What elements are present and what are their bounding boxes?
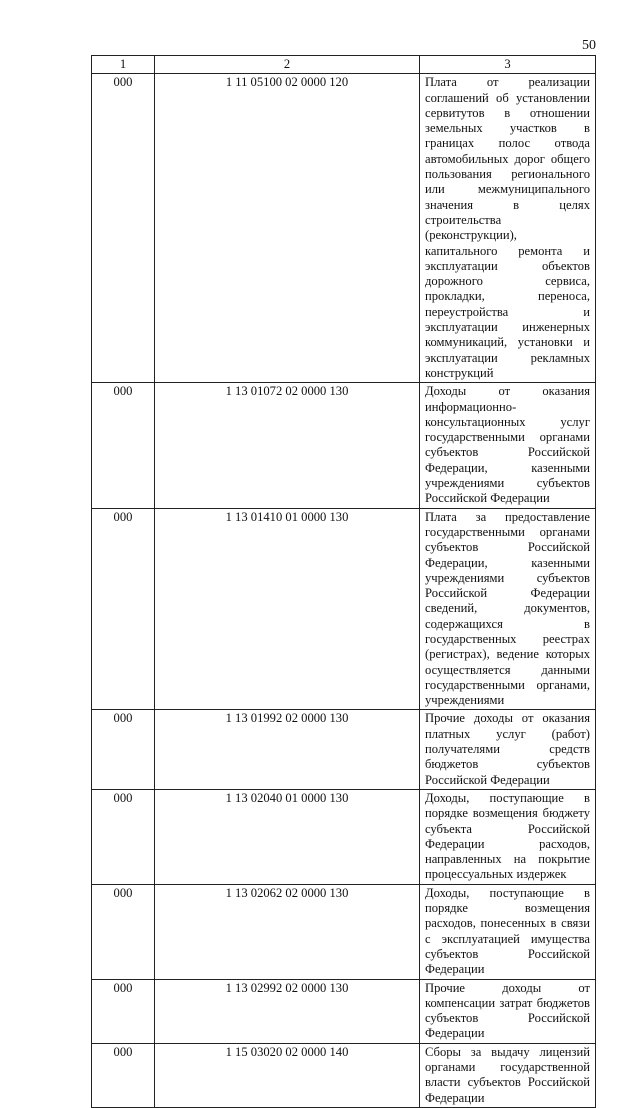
table-row xyxy=(92,884,596,979)
admin-code-cell: 000 xyxy=(92,789,155,884)
revenue-description-cell: Доходы, поступающие в порядке возмещения расходов, понесенных в связи с эксплуатацией имущества субъектов Российской Федерации xyxy=(420,884,596,979)
table-row xyxy=(92,383,596,508)
budget-code-cell: 1 13 01072 02 0000 130 xyxy=(155,383,420,508)
table-row xyxy=(92,508,596,710)
revenue-description-cell: Доходы, поступающие в порядке возмещения бюджету субъекта Российской Федерации расходов, направленных на покрытие процессуальных издержек xyxy=(420,789,596,884)
table-row xyxy=(92,789,596,884)
revenue-description-cell: Сборы за выдачу лицензий органами государственной власти субъектов Российской Федерации xyxy=(420,1043,596,1107)
admin-code-cell: 000 xyxy=(92,884,155,979)
revenue-description-cell: Плата от реализации соглашений об установлении сервитутов в отношении земельных участков в границах полос отвода автомобильных дорог общего пользования регионального или межмуниципального значения в целях строительства (реконструкции), капитального ремонта и эксплуатации объектов дорожного сервиса, прокладки, переноса, переустройства и эксплуатации инженерных коммуникаций, установки и эксплуатации рекламных конструкций xyxy=(420,74,596,383)
admin-code-cell: 000 xyxy=(92,710,155,789)
budget-code-cell: 1 13 01410 01 0000 130 xyxy=(155,508,420,710)
page-number: 50 xyxy=(582,38,596,53)
column-header-2: 2 xyxy=(155,56,420,74)
admin-code-cell: 000 xyxy=(92,979,155,1043)
table-row xyxy=(92,979,596,1043)
admin-code-cell: 000 xyxy=(92,74,155,383)
revenue-description-cell: Доходы от оказания информационно-консультационных услуг государственными органами субъектов Российской Федерации, казенными учреждениями субъектов Российской Федерации xyxy=(420,383,596,508)
table-row xyxy=(92,1043,596,1107)
revenue-description-cell: Прочие доходы от оказания платных услуг (работ) получателями средств бюджетов субъектов Российской Федерации xyxy=(420,710,596,789)
admin-code-cell: 000 xyxy=(92,508,155,710)
budget-code-cell: 1 11 05100 02 0000 120 xyxy=(155,74,420,383)
budget-code-cell: 1 13 02062 02 0000 130 xyxy=(155,884,420,979)
budget-code-cell: 1 13 01992 02 0000 130 xyxy=(155,710,420,789)
table-header-row xyxy=(92,56,596,74)
revenue-codes-table xyxy=(91,55,596,1108)
budget-code-cell: 1 13 02040 01 0000 130 xyxy=(155,789,420,884)
admin-code-cell: 000 xyxy=(92,383,155,508)
revenue-description-cell: Плата за предоставление государственными органами субъектов Российской Федерации, казенными учреждениями субъектов Российской Федерации сведений, документов, содержащихся в государственных реестрах (регистрах), ведение которых осуществляется данными государственными органами, учреждениями xyxy=(420,508,596,710)
table-row xyxy=(92,710,596,789)
budget-code-cell: 1 15 03020 02 0000 140 xyxy=(155,1043,420,1107)
admin-code-cell: 000 xyxy=(92,1043,155,1107)
column-header-3: 3 xyxy=(420,56,596,74)
budget-code-cell: 1 13 02992 02 0000 130 xyxy=(155,979,420,1043)
column-header-1: 1 xyxy=(92,56,155,74)
revenue-description-cell: Прочие доходы от компенсации затрат бюджетов субъектов Российской Федерации xyxy=(420,979,596,1043)
table-row xyxy=(92,74,596,383)
